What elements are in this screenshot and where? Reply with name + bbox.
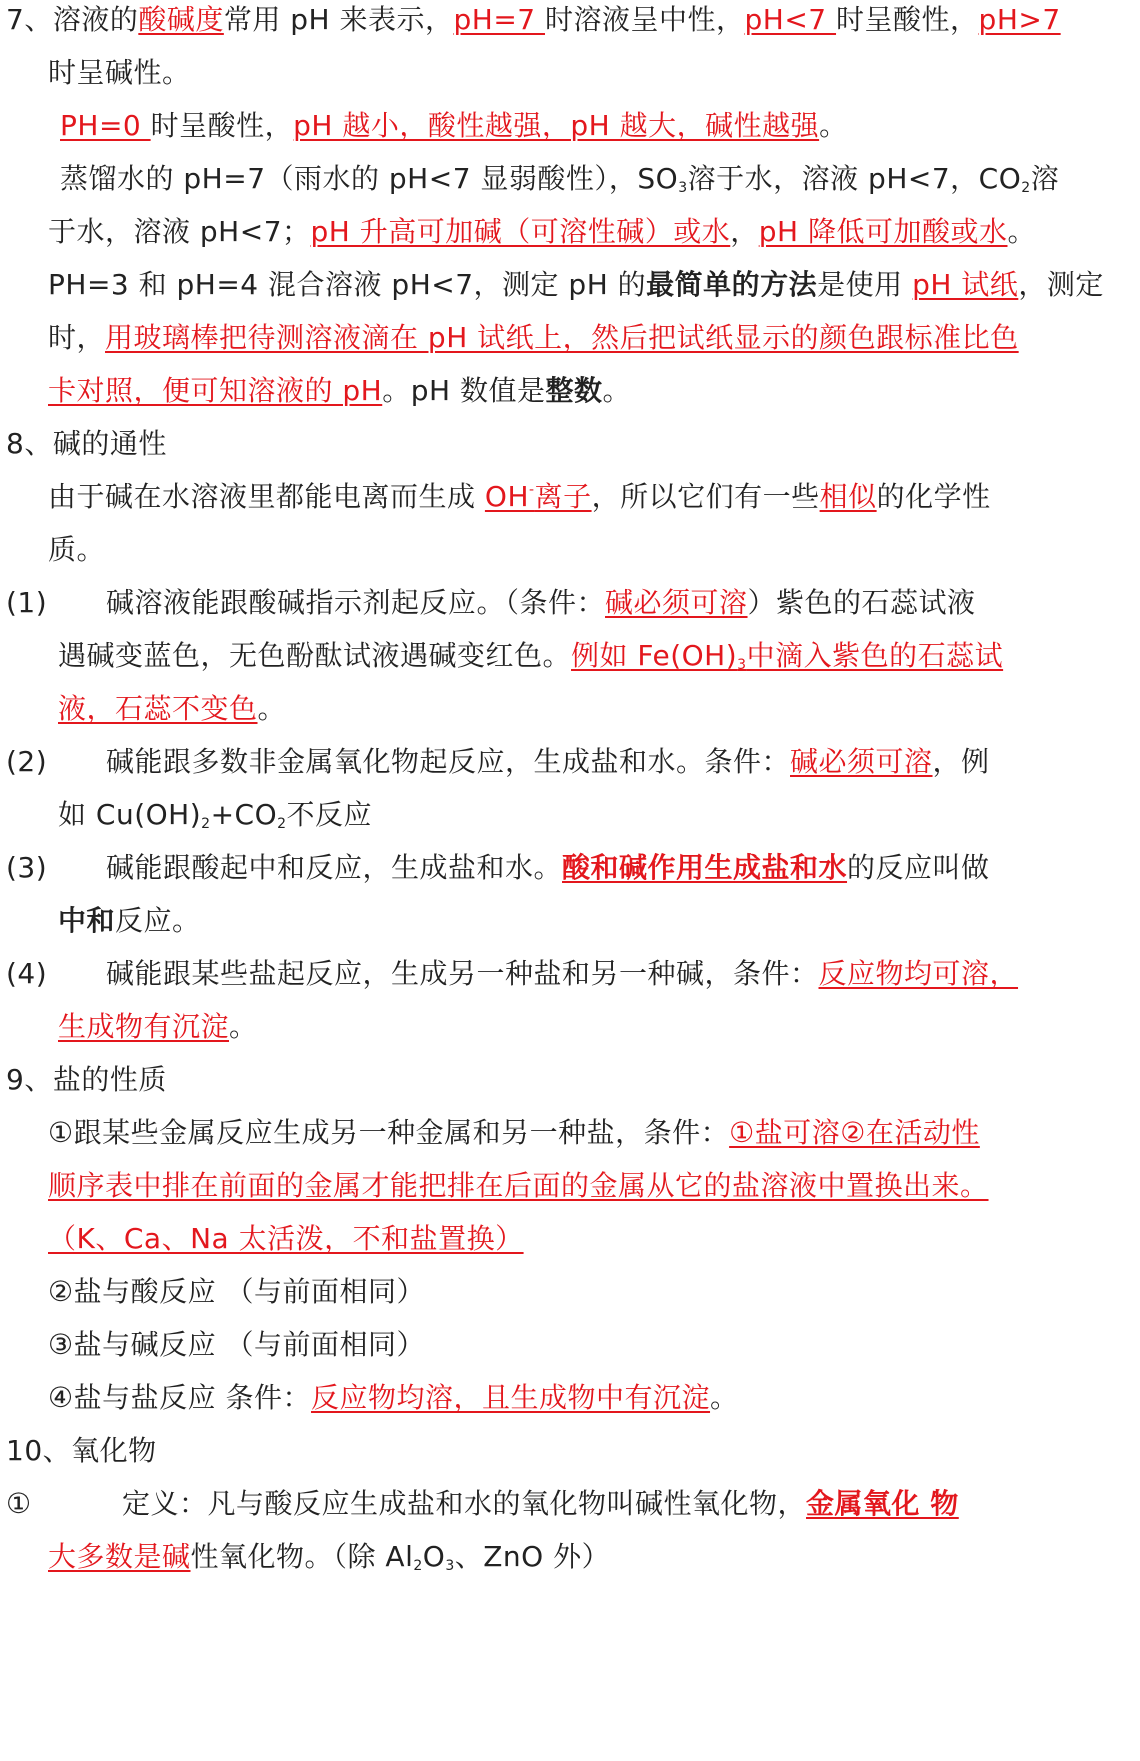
s8-title: 8、碱的通性 bbox=[6, 427, 167, 460]
s7-line6: PH=3 和 pH=4 混合溶液 pH<7，测定 pH 的最简单的方法是使用 pH 试纸，测定 bbox=[48, 268, 1104, 301]
s9-item1-line1: ①跟某些金属反应生成另一种金属和另一种盐，条件：①盐可溶②在活动性 bbox=[48, 1116, 980, 1149]
s10-def-line2: 大多数是碱性氧化物。（除 $Al_2O_3$、ZnO 外） bbox=[48, 1540, 611, 1574]
s8-point1-line1: (1) 碱溶液能跟酸碱指示剂起反应。（条件：碱必须可溶）紫色的石蕊试液 bbox=[6, 586, 976, 619]
s8-point2-line2: 如 $Cu(OH)_2+CO_2$不反应 bbox=[58, 798, 373, 832]
s8-point4-line2: 生成物有沉淀。 bbox=[58, 1010, 258, 1043]
s8-point1-line2: 遇碱变蓝色，无色酚酞试液遇碱变红色。例如 $Fe(OH)_3$中滴入紫色的石蕊试 bbox=[58, 639, 1004, 673]
s8-intro-line1: 由于碱在水溶液里都能电离而生成 OH-离子，所以它们有一些相似的化学性 bbox=[48, 480, 991, 513]
s7-line3: PH=0 时呈酸性，pH 越小，酸性越强，pH 越大，碱性越强。 bbox=[60, 109, 848, 142]
s8-point4-line1: (4) 碱能跟某些盐起反应，生成另一种盐和另一种碱，条件：反应物均可溶， bbox=[6, 957, 1019, 990]
s9-item4: ④盐与盐反应 条件：反应物均溶，且生成物中有沉淀。 bbox=[48, 1381, 739, 1414]
s8-point2-line1: (2) 碱能跟多数非金属氧化物起反应，生成盐和水。条件：碱必须可溶，例 bbox=[6, 745, 990, 778]
s7-line5: 于水，溶液 pH<7；pH 升高可加碱（可溶性碱）或水，pH 降低可加酸或水。 bbox=[48, 215, 1037, 248]
s9-item1-line3: （K、Ca、Na 太活泼，不和盐置换） bbox=[48, 1222, 524, 1255]
s8-intro-line2: 质。 bbox=[48, 533, 106, 566]
s9-title: 9、盐的性质 bbox=[6, 1063, 167, 1096]
s7-line7: 时，用玻璃棒把待测溶液滴在 pH 试纸上，然后把试纸显示的颜色跟标准比色 bbox=[48, 321, 1019, 354]
s9-item2: ②盐与酸反应 （与前面相同） bbox=[48, 1275, 426, 1308]
s7-line4: 蒸馏水的 pH=7（雨水的 pH<7 显弱酸性），$SO_3$溶于水，溶液 pH<7，$CO_2$溶 bbox=[60, 162, 1060, 196]
s8-point3-line1: (3) 碱能跟酸起中和反应，生成盐和水。酸和碱作用生成盐和水的反应叫做 bbox=[6, 851, 990, 884]
s7-line8: 卡对照，便可知溶液的 pH。pH 数值是整数。 bbox=[48, 374, 631, 407]
s10-def-line1: ① 定义：凡与酸反应生成盐和水的氧化物叫碱性氧化物，金属氧化 物 bbox=[6, 1487, 959, 1520]
s10-title: 10、氧化物 bbox=[6, 1434, 157, 1467]
s7-line2: 时呈碱性。 bbox=[48, 56, 191, 89]
s9-item1-line2: 顺序表中排在前面的金属才能把排在后面的金属从它的盐溶液中置换出来。 bbox=[48, 1169, 989, 1202]
s8-point1-line3: 液，石蕊不变色。 bbox=[58, 692, 287, 725]
s8-point3-line2: 中和反应。 bbox=[58, 904, 201, 937]
s7-line1: 7、溶液的酸碱度常用 pH 来表示，pH=7 时溶液呈中性，pH<7 时呈酸性，pH>7 bbox=[6, 3, 1061, 36]
s9-item3: ③盐与碱反应 （与前面相同） bbox=[48, 1328, 426, 1361]
